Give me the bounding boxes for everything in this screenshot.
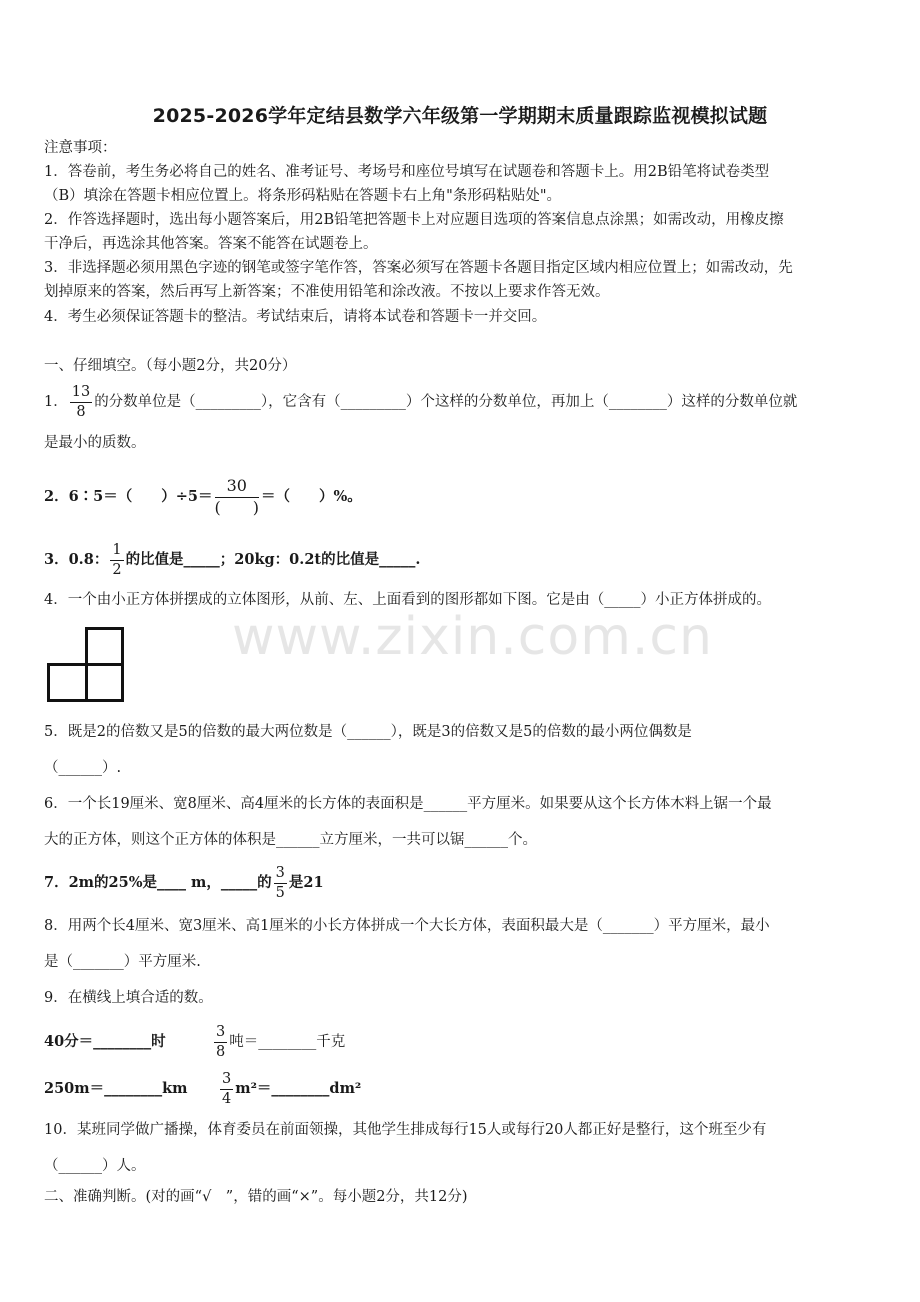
question-3 xyxy=(44,538,420,582)
question-9-row-1 xyxy=(44,1020,345,1064)
notice-line-7: 4．考生必须保证答题卡的整洁。考试结束后，请将本试卷和答题卡一并交回。 xyxy=(44,309,547,325)
question-8: 8．用两个长4厘米、宽3厘米、高1厘米的小长方体拼成一个大长方体，表面积最大是（_______）平方厘米，最小 xyxy=(44,918,770,934)
q9-r2-right: m²＝________dm² xyxy=(235,1080,362,1097)
q1-text-a: 的分数单位是（_________），它含有（_________）个这样的分数单位，再加上（________）这样的分数单位就 xyxy=(94,394,798,410)
notice-line-5: 3．非选择题必须用黑色字迹的钢笔或签字笔作答，答案必须写在答题卡各题目指定区域内相应位置上；如需改动，先 xyxy=(44,260,793,276)
q7-fraction-den: 5 xyxy=(275,884,285,901)
notice-line-2: （B）填涂在答题卡相应位置上。将条形码粘贴在答题卡右上角"条形码粘贴处"。 xyxy=(44,188,561,204)
section-2-heading: 二、准确判断。(对的画“√ ”，错的画“×”。每小题2分，共12分) xyxy=(44,1189,468,1205)
q2-text-a: 2．6∶5＝（ ）÷5＝ xyxy=(44,488,213,505)
cube-top xyxy=(85,627,124,666)
q3-text-a: 3．0.8： xyxy=(44,551,109,568)
q9-r2-fraction-den: 4 xyxy=(222,1090,232,1107)
q9-r1-fraction-den: 8 xyxy=(216,1043,226,1060)
q9-r1-left: 40分＝________时 xyxy=(44,1033,166,1050)
q9-r1-right: 吨＝________千克 xyxy=(229,1034,346,1050)
notice-line-6: 划掉原来的答案，然后再写上新答案；不准使用铅笔和涂改液。不按以上要求作答无效。 xyxy=(44,284,610,300)
q3-fraction xyxy=(110,543,123,577)
q3-text-b: 的比值是_____；20kg：0.2t的比值是_____. xyxy=(125,551,421,568)
q9-r2-left: 250m＝________km xyxy=(44,1080,188,1097)
q2-text-b: ＝（ ）%。 xyxy=(261,488,362,505)
q9-r2-fraction-num: 3 xyxy=(220,1072,233,1090)
cube-bottom-left xyxy=(47,663,88,702)
notice-heading: 注意事项： xyxy=(44,140,117,156)
q2-fraction-num: 30 xyxy=(215,478,260,498)
q7-fraction xyxy=(274,866,287,900)
question-7 xyxy=(44,861,324,905)
q3-fraction-den: 2 xyxy=(112,561,122,578)
question-8-cont: 是（_______）平方厘米. xyxy=(44,954,201,970)
q1-prefix: 1． xyxy=(44,394,68,410)
question-4: 4．一个由小正方体拼摆成的立体图形，从前、左、上面看到的图形都如下图。它是由（_____）小正方体拼成的。 xyxy=(44,592,771,608)
question-10: 10．某班同学做广播操，体育委员在前面领操，其他学生排成每行15人或每行20人都正好是整行，这个班至少有 xyxy=(44,1122,767,1138)
q9-r2-fraction xyxy=(220,1072,233,1106)
question-1 xyxy=(44,380,797,424)
q1-fraction-num: 13 xyxy=(70,385,92,403)
question-10-cont: （______）人。 xyxy=(44,1158,146,1174)
cube-bottom-right xyxy=(85,663,124,702)
notice-line-1: 1．答卷前，考生务必将自己的姓名、准考证号、考场号和座位号填写在试题卷和答题卡上。用2B铅笔将试卷类型 xyxy=(44,164,770,180)
question-6-cont: 大的正方体，则这个正方体的体积是______立方厘米，一共可以锯______个。 xyxy=(44,832,537,848)
q2-fraction xyxy=(215,478,260,516)
q1-fraction-den: 8 xyxy=(76,403,86,420)
q1-fraction xyxy=(70,385,92,419)
question-9-row-2 xyxy=(44,1067,361,1111)
q3-fraction-num: 1 xyxy=(110,543,123,561)
section-1-heading: 一、仔细填空。（每小题2分，共20分） xyxy=(44,358,297,374)
q7-text-b: 是21 xyxy=(288,874,324,891)
q9-r1-fraction xyxy=(214,1025,227,1059)
question-9-title: 9．在横线上填合适的数。 xyxy=(44,990,213,1006)
q2-fraction-den: ( ) xyxy=(214,498,260,517)
question-5: 5．既是2的倍数又是5的倍数的最大两位数是（______），既是3的倍数又是5的倍数的最小两位偶数是 xyxy=(44,724,692,740)
question-6: 6．一个长19厘米、宽8厘米、高4厘米的长方体的表面积是______平方厘米。如果要从这个长方体木料上锯一个最 xyxy=(44,796,772,812)
question-1-cont: 是最小的质数。 xyxy=(44,435,146,451)
notice-line-4: 干净后，再选涂其他答案。答案不能答在试题卷上。 xyxy=(44,236,378,252)
question-5-cont: （______）. xyxy=(44,760,122,776)
notice-line-3: 2．作答选择题时，选出每小题答案后，用2B铅笔把答题卡上对应题目选项的答案信息点涂黑；如需改动，用橡皮擦 xyxy=(44,212,784,228)
watermark: www.zixin.com.cn xyxy=(232,607,713,667)
q7-fraction-num: 3 xyxy=(274,866,287,884)
question-2 xyxy=(44,474,362,520)
page-title: 2025-2026学年定结县数学六年级第一学期期末质量跟踪监视模拟试题 xyxy=(152,105,768,127)
q9-r1-fraction-num: 3 xyxy=(214,1025,227,1043)
q7-text-a: 7．2m的25%是____ m，_____的 xyxy=(44,874,272,891)
